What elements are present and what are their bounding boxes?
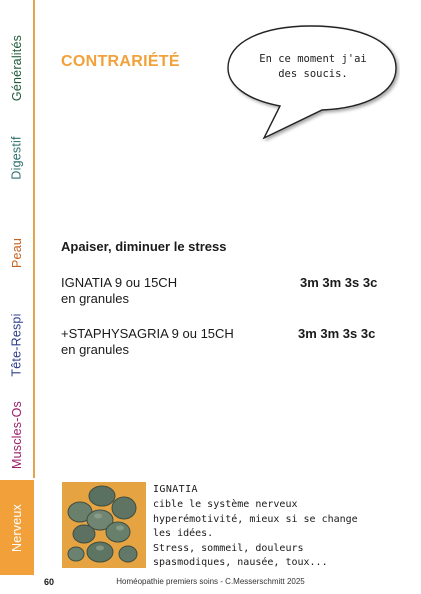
ignatia-seeds-photo xyxy=(62,482,146,568)
speech-line: des soucis. xyxy=(278,68,348,80)
speech-bubble-text xyxy=(238,52,388,82)
card-line: Stress, sommeil, douleurs xyxy=(153,542,304,554)
tab-digestif[interactable] xyxy=(0,128,34,188)
tab-generalites[interactable] xyxy=(0,18,34,118)
page-number: 60 xyxy=(44,577,55,587)
section-sidebar xyxy=(0,0,34,575)
remedy-name: +STAPHYSAGRIA 9 ou 15CH xyxy=(61,326,234,341)
sidebar-divider xyxy=(33,0,35,478)
tab-label: Tête-Respi xyxy=(10,313,25,377)
tab-label: Généralités xyxy=(10,34,24,102)
speech-bubble xyxy=(222,22,400,142)
section-heading: Apaiser, diminuer le stress xyxy=(61,239,227,254)
tab-label: Digestif xyxy=(10,136,24,180)
card-line: spasmodiques, nausée, toux... xyxy=(153,557,328,568)
tab-nerveux[interactable] xyxy=(0,480,34,575)
remedy-name: IGNATIA 9 ou 15CH xyxy=(61,275,178,290)
tab-label: Peau xyxy=(10,238,24,268)
tab-tete-respi[interactable] xyxy=(0,305,34,385)
remedy-form: en granules xyxy=(61,291,129,306)
tab-muscles-os[interactable] xyxy=(0,395,34,475)
page-title: CONTRARIÉTÉ xyxy=(61,53,180,70)
card-description xyxy=(153,498,403,571)
tab-peau[interactable] xyxy=(0,228,34,278)
tab-label: Muscles-Os xyxy=(10,401,25,469)
card-line: hyperémotivité, mieux si se change xyxy=(153,513,358,525)
footer-text: Homéopathie premiers soins - C.Messerschmitt 2025 xyxy=(116,577,305,586)
remedy-form: en granules xyxy=(61,342,129,357)
card-line: cible le système nerveux xyxy=(153,499,298,510)
tab-label: Nerveux xyxy=(10,503,25,552)
remedy-dose: 3m 3m 3s 3c xyxy=(300,275,378,290)
card-title: IGNATIA xyxy=(153,484,198,495)
speech-line: En ce moment j'ai xyxy=(259,53,367,65)
card-line: les idées. xyxy=(153,528,214,539)
remedy-dose: 3m 3m 3s 3c xyxy=(298,326,376,341)
